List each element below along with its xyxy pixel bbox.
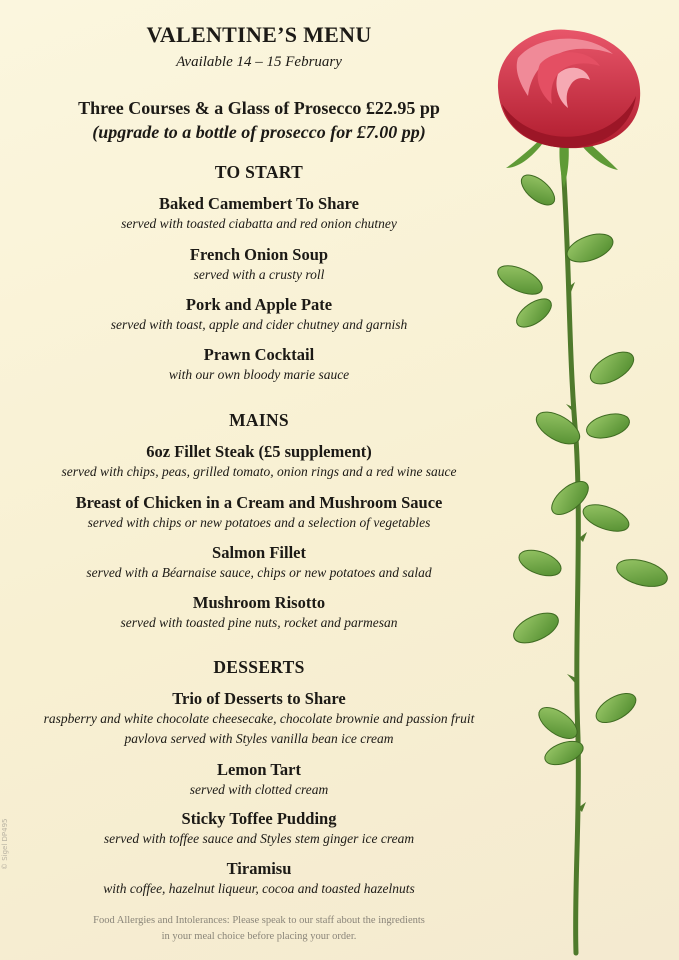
allergy-notice: [0, 913, 518, 945]
offer-upgrade: (upgrade to a bottle of prosecco for £7.00 pp): [92, 122, 426, 142]
dish-description: served with a crusty roll: [193, 267, 325, 282]
dish-name: Prawn Cocktail: [203, 345, 315, 364]
dish-name: Baked Camembert To Share: [159, 194, 359, 213]
dish-name: Lemon Tart: [217, 760, 301, 779]
dish-description: served with toasted pine nuts, rocket and parmesan: [120, 615, 398, 630]
section-heading-mains: MAINS: [229, 410, 289, 430]
availability-dates: Available 14 – 15 February: [176, 54, 342, 70]
rose-illustration: [478, 18, 679, 960]
section-heading-desserts: DESSERTS: [213, 657, 305, 677]
dish-name: Breast of Chicken in a Cream and Mushroom Sauce: [75, 493, 443, 512]
dish-name: Sticky Toffee Pudding: [181, 809, 337, 828]
copyright-stamp: © Sigel DP495: [1, 818, 9, 870]
rose-stem: [562, 148, 578, 953]
dish-description: served with toasted ciabatta and red onion chutney: [121, 216, 397, 231]
dish-description: served with toffee sauce and Styles stem ginger ice cream: [103, 831, 415, 846]
dish-description: with our own bloody marie sauce: [168, 367, 350, 382]
dish-description: served with chips or new potatoes and a selection of vegetables: [87, 515, 431, 530]
dish-description: served with a Béarnaise sauce, chips or new potatoes and salad: [86, 565, 432, 580]
dish-name: 6oz Fillet Steak (£5 supplement): [146, 442, 372, 461]
dish-description: served with toast, apple and cider chutney and garnish: [110, 317, 408, 332]
dish-name: Salmon Fillet: [212, 543, 306, 562]
dish-description: with coffee, hazelnut liqueur, cocoa and toasted hazelnuts: [103, 881, 415, 896]
dish-name: Mushroom Risotto: [192, 593, 326, 612]
dish-description: pavlova served with Styles vanilla bean ice cream: [124, 731, 394, 746]
offer-price: Three Courses & a Glass of Prosecco £22.95 pp: [78, 98, 440, 118]
menu-title: VALENTINE’S MENU: [146, 22, 372, 47]
dish-name: Tiramisu: [226, 859, 292, 878]
rose-leaves: [494, 169, 671, 769]
dish-description: raspberry and white chocolate cheesecake, chocolate brownie and passion fruit: [43, 711, 475, 726]
dish-description: served with clotted cream: [189, 782, 329, 797]
section-heading-starters: TO START: [214, 162, 304, 182]
allergy-notice-line: in your meal choice before placing your order.: [161, 931, 357, 942]
dish-description: served with chips, peas, grilled tomato, onion rings and a red wine sauce: [61, 464, 457, 479]
allergy-notice-line: Food Allergies and Intolerances: Please speak to our staff about the ingredients: [93, 915, 425, 926]
rose-bloom: [498, 30, 640, 149]
dish-name: French Onion Soup: [189, 245, 329, 264]
dish-name: Trio of Desserts to Share: [172, 689, 346, 708]
dish-name: Pork and Apple Pate: [185, 295, 333, 314]
